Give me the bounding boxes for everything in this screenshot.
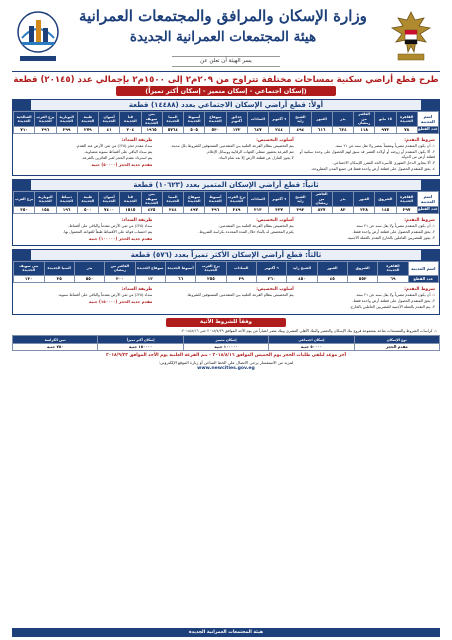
authority-title: هيئة المجتمعات العمرانية الجديدة: [129, 29, 317, 45]
deadline-note: آخر موعد لتلقي طلبات الحجز يوم الخميس الموافق ٢٠١٨/٨/١٦ - تتم القرعة العلنية يوم الأحد الموافق ٢٠١٨/٩/٢٣: [105, 353, 347, 359]
table-header-row: [14, 261, 439, 275]
headline-categories: (إسكان اجتماعي - إسكان متميز - إسكان أكثر تميزاً): [116, 86, 336, 96]
fees-row: [13, 344, 440, 351]
section-social-housing: [12, 99, 440, 176]
plot-count-cell: ٥٥٠: [74, 275, 104, 282]
city-header: القاهرة الجديدة: [378, 261, 408, 275]
fees-cell: ١٥٠٠٠٠ جنيه: [98, 344, 183, 351]
header-subtitle: يسر الهيئة أن تعلن عن: [172, 56, 280, 67]
city-header: العاشر من رمضان: [354, 112, 375, 126]
col-item: ١- أن يكون المتقدم مصرياً ولا يقل سنه عن ٢١ سنة.: [355, 293, 435, 298]
plot-count-cell: ٢٧٩: [77, 126, 98, 133]
plot-count-cell: ٣٣٧: [269, 206, 290, 213]
col-heading: طريقة السداد:: [121, 286, 153, 292]
col-heading: شروط التقدم:: [404, 217, 435, 223]
city-header: الشيخ زايد: [290, 112, 311, 126]
col-item: سداد (٢٥٪) من ثمن الأرض مقدماً والباقي على أقساط سنوية.: [57, 293, 153, 298]
col-item: ٢- يحق للمتقدم الحصول على قطعة أرض واحدة فقط.: [352, 230, 435, 235]
section-title-bar: [13, 180, 439, 191]
city-header: ٦ أكتوبر: [256, 261, 286, 275]
city-header: العبور: [311, 112, 332, 126]
plot-count-cell: ٣١٣: [247, 206, 268, 213]
table-corner-label: اسم المدينة: [417, 112, 438, 126]
plot-count-cell: ٥٠٥: [184, 126, 205, 133]
city-header: طيبة الجديدة: [77, 112, 98, 126]
city-header: قنا الجديدة: [120, 112, 141, 126]
plot-count-cell: ٢٩٦: [35, 126, 56, 133]
city-header: المنيا الجديدة: [162, 192, 183, 206]
conditions-title: وفقاً للشروط الآتية: [166, 318, 286, 327]
col-item: ٣- ألا يتجاوز الدخل الشهري للأسرة الحد المقرر للإسكان الاجتماعي.: [332, 160, 435, 165]
section-distinguished-housing: [12, 179, 440, 245]
city-header: قنا الجديدة: [120, 192, 141, 206]
table-row: [14, 275, 439, 282]
plot-count-cell: ٢٩٩: [56, 126, 77, 133]
col-item: ١- أن يكون المتقدم مصرياً ولا يقل سنه عن ٢١ سنة.: [355, 224, 435, 229]
plot-count-cell: ٣٥٠: [14, 206, 35, 213]
city-header: طيبة الجديدة: [77, 192, 98, 206]
city-header: برج العرب الجديدة: [35, 112, 56, 126]
row-label: عدد القطع: [417, 126, 438, 132]
city-header: أسوان الجديدة: [99, 112, 120, 126]
ncua-logo-icon: [14, 8, 62, 66]
plot-count-cell: ٥٧٦٤: [162, 126, 183, 133]
details-col-payment: [17, 217, 152, 242]
plot-count-cell: ٧٨: [396, 126, 417, 133]
plot-count-cell: ٨٣: [332, 206, 353, 213]
city-header: بدر: [332, 112, 353, 126]
plot-count-cell: ٤٢٥: [141, 206, 162, 213]
details-col-payment: [17, 137, 152, 173]
city-header: ٦ أكتوبر: [269, 192, 290, 206]
plot-count-cell: ٢٤٩: [226, 206, 247, 213]
col-heading: أسلوب التخصيص:: [256, 217, 294, 223]
city-header: حدائق أكتوبر: [226, 112, 247, 126]
plot-count-cell: ٩٧٢: [375, 126, 396, 133]
deposit-note: مقدم جدية الحجز (٥٠٠٠٠) جنيه: [91, 161, 153, 167]
city-header: العاشر من رمضان: [105, 261, 135, 275]
plot-count-cell: ٦٦: [165, 275, 195, 282]
inquiry-note: لمزيد من الاستفسار يرجى الاتصال على الخط الساخن أو زيارة الموقع الإلكتروني:: [158, 360, 294, 366]
fees-cell: ١٠٠٠٠٠ جنيه: [183, 344, 268, 351]
section-details: [13, 283, 439, 314]
plot-count-cell: ٥٣٠: [205, 126, 226, 133]
city-header: السادات: [247, 112, 268, 126]
city-header: السادات: [247, 192, 268, 206]
col-item: ٢- ألا يكون المتقدم أو زوجته أو أولاده القصر قد سبق لهم الحصول على وحدة سكنية أو قطعة أرض من الدولة.: [299, 150, 435, 159]
plot-count-cell: ٣٩٢: [290, 206, 311, 213]
city-header: سوهاج الجديدة: [135, 261, 165, 275]
city-header: المنيا الجديدة: [162, 112, 183, 126]
plot-count-cell: ٥٥٣: [347, 275, 377, 282]
bottom-authority-strip: هيئة المجتمعات العمرانية الجديدة: [12, 628, 440, 637]
plot-count-cell: ٢٠٤: [120, 126, 141, 133]
col-heading: أسلوب التخصيص:: [256, 286, 294, 292]
plot-count-cell: ١٢: [135, 275, 165, 282]
col-heading: طريقة السداد:: [121, 137, 153, 143]
city-header: الشيخ زايد: [287, 261, 317, 275]
fees-header-cell: إسكان اجتماعي: [269, 336, 354, 344]
section-title: أولاً: قطع أراضي الإسكان الاجتماعي بعدد (١٤٤٨٨) قطعة: [128, 101, 324, 110]
col-item: يتم التخصيص بنظام القرعة العلنية بين المتقدمين المستوفين للشروط.: [186, 293, 294, 298]
city-header: بني سويف الجديدة: [141, 192, 162, 206]
plot-count-cell: ٣٩: [226, 275, 256, 282]
city-header: الشروق: [347, 261, 377, 275]
plot-count-cell: ٧٤٠٠: [99, 206, 120, 213]
plot-count-cell: ٢٢٨: [354, 206, 375, 213]
section-title-bar: [13, 250, 439, 261]
plot-count-cell: ٧١٠: [14, 126, 35, 133]
city-header: المنيا الجديدة: [44, 261, 74, 275]
plot-count-cell: ٦١٦: [311, 126, 332, 133]
city-header: العبور: [354, 192, 375, 206]
city-header: العبور: [317, 261, 347, 275]
section-title-bar: [13, 100, 439, 111]
fees-cell: ٧٥٠ جنيه: [13, 344, 98, 351]
row-label: عدد القطع: [408, 275, 438, 282]
col-heading: شروط التقدم:: [404, 137, 435, 143]
col-item: يتم استرداد مقدم الحجز لغير الفائزين بالقرعة.: [81, 155, 153, 160]
header: [12, 6, 440, 72]
fees-header-cell: نوع الإسكان: [354, 336, 439, 344]
plot-count-cell: ٤٥: [317, 275, 347, 282]
col-item: سداد مقدم حجز (٢٥٪) من ثمن الأرض عند التقدم.: [75, 144, 153, 149]
plot-count-cell: ٤٩٤: [290, 126, 311, 133]
col-item: يتم التخصيص بنظام القرعة العلنية بين المتقدمين.: [218, 224, 294, 229]
section-premium-housing: [12, 249, 440, 315]
fees-header-cell: ثمن الكراسة: [13, 336, 98, 344]
plot-count-cell: ٦٤٧: [247, 126, 268, 133]
table-corner-label: اسم المدينة: [417, 192, 438, 206]
city-header: بني سويف الجديدة: [141, 112, 162, 126]
city-header: الشروق: [375, 192, 396, 206]
plot-count-cell: ٣٦٠: [256, 275, 286, 282]
plot-count-cell: ٤٥٠: [287, 275, 317, 282]
plot-count-cell: ٨٢٧: [311, 206, 332, 213]
section-title: ثانياً: قطع أراضي الإسكان المتميز بعدد (١٠٦٢٣) قطعة: [133, 181, 319, 190]
details-col-allocation: [158, 286, 293, 311]
city-header: برج العرب الجديدة: [196, 261, 226, 275]
col-item: يتم سداد الباقي على أقساط سنوية متساوية.: [84, 150, 153, 155]
city-header: أسيوط الجديدة: [165, 261, 195, 275]
plot-count-cell: ٤٩٧: [184, 206, 205, 213]
fees-cell: ٥٠٠٠٠ جنيه: [269, 344, 354, 351]
row-label: عدد القطع: [417, 206, 438, 212]
plot-count-cell: ٣٤٤: [162, 206, 183, 213]
col-item: ١- أن يكون المتقدم مصرياً ومقيماً بمصر ولا تقل سنه عن ٢١ سنة.: [334, 144, 435, 149]
plots-table: [13, 111, 439, 133]
plots-table: [13, 191, 439, 213]
plot-count-cell: ٥٠٠: [77, 206, 98, 213]
col-heading: شروط التقدم:: [404, 286, 435, 292]
table-row: [14, 126, 439, 133]
fees-cell: مقدم الحجز: [354, 344, 439, 351]
deposit-note: مقدم جدية الحجز (١٥٠٠٠٠) جنيه: [89, 299, 153, 305]
conditions-text: ١- كراسات الشروط والمستندات متاحة بمجموعة فروع بنك الإسكان والتعمير والبنك الأهلي المصري وبنك مصر اعتباراً من يوم الأحد الموافق ٢٠١٨/٧/٢٩ حتى ٢٠١٨/٨/١٦.: [180, 328, 437, 333]
city-header: سوهاج الجديدة: [184, 192, 205, 206]
egypt-eagle-emblem-icon: [386, 8, 436, 66]
plot-count-cell: ١٩٦٥: [141, 126, 162, 133]
details-col-conditions: [300, 286, 435, 311]
details-col-conditions: [300, 217, 435, 242]
table-header-row: [14, 192, 439, 206]
col-item: ٤- يحق للمتقدم الحصول على قطعة أرض واحدة فقط في جميع المدن المطروحة.: [310, 166, 435, 171]
website-link[interactable]: www.newcities.gov.eg: [197, 366, 255, 372]
col-item: يتم احتساب فوائد على الأقساط طبقاً للقواعد المعمول بها.: [63, 230, 153, 235]
city-header: القاهرة الجديدة: [396, 192, 417, 206]
plot-count-cell: ٢٤٤: [269, 126, 290, 133]
col-heading: أسلوب التخصيص:: [256, 137, 294, 143]
plot-count-cell: ٦٩: [378, 275, 408, 282]
section-details: [13, 214, 439, 245]
city-header: أسيوط الجديدة: [184, 112, 205, 126]
city-header: النوبارية الجديدة: [56, 112, 77, 126]
plot-count-cell: ١٤٥: [375, 206, 396, 213]
plot-count-cell: ٢٩٧: [396, 206, 417, 213]
table-corner-label: اسم المدينة: [408, 261, 438, 275]
section-details: [13, 134, 439, 176]
details-col-allocation: [158, 137, 293, 173]
fees-header-row: [13, 336, 440, 344]
plot-count-cell: ١٩٦: [56, 206, 77, 213]
details-col-conditions: [300, 137, 435, 173]
city-header: بني سويف الجديدة: [14, 261, 45, 275]
plot-count-cell: ١٢٢: [226, 126, 247, 133]
city-header: النوبارية الجديدة: [35, 192, 56, 206]
col-item: سداد (٢٥٪) من ثمن الأرض مقدماً والباقي على أقساط.: [68, 224, 153, 229]
plot-count-cell: ٣٩٦: [205, 206, 226, 213]
plots-table: [13, 261, 439, 283]
plot-count-cell: ٣٥: [44, 275, 74, 282]
col-item: تتم القرعة بحضور ممثلي الجهات الرقابية ووسائل الإعلام.: [206, 150, 294, 155]
plot-count-cell: ٦٢٤: [332, 126, 353, 133]
ministry-title: وزارة الإسكان والمرافق والمجتمعات العمرانية: [79, 7, 367, 25]
details-col-payment: [17, 286, 152, 311]
plot-count-cell: ١١٨: [354, 126, 375, 133]
col-item: ٢- يحق للمتقدم الحصول على قطعة أرض واحدة فقط.: [352, 299, 435, 304]
city-header: الصالحية الجديدة: [14, 112, 35, 126]
city-header: دمياط الجديدة: [56, 192, 77, 206]
city-header: ٦ أكتوبر: [269, 112, 290, 126]
city-header: برج العرب: [14, 192, 35, 206]
col-item: يتم التخصيص بنظام القرعة العلنية بين المتقدمين المستوفين للشروط بكل مدينة.: [170, 144, 294, 149]
details-col-allocation: [158, 217, 293, 242]
col-heading: طريقة السداد:: [121, 217, 153, 223]
city-header: أسوان الجديدة: [99, 192, 120, 206]
fees-header-cell: إسكان أكثر تميزاً: [98, 336, 183, 344]
city-header: القاهرة الجديدة: [396, 112, 417, 126]
section-title: ثالثاً: قطع أراضي الإسكان الأكثر تميزاً بعدد (٥٧٦) قطعة: [130, 250, 322, 259]
plot-count-cell: ٤١: [99, 126, 120, 133]
fees-header-cell: إسكان متميز: [183, 336, 268, 344]
fees-table: [12, 335, 440, 351]
col-item: ٣- يتم التقدم بالعملة الأجنبية للمصريين العاملين بالخارج.: [349, 305, 435, 310]
plot-count-cell: ٣٠٠: [105, 275, 135, 282]
plot-count-cell: ١٣٠: [14, 275, 45, 282]
city-header: بدر: [332, 192, 353, 206]
city-header: السادات: [226, 261, 256, 275]
table-header-row: [14, 112, 439, 126]
plot-count-cell: ١٥١٥: [120, 206, 141, 213]
col-item: لا يجوز التنازل عن قطعة الأرض إلا بعد تمام البناء.: [218, 155, 294, 160]
col-item: يلتزم المخصص له بالبناء خلال المدة المحددة بكراسة الشروط.: [198, 230, 294, 235]
city-header: برج العرب الجديدة: [226, 192, 247, 206]
city-header: العاشر من رمضان: [311, 192, 332, 206]
table-row: [14, 206, 439, 213]
col-item: ٣- يجوز للمصريين العاملين بالخارج التقدم بالعملة الأجنبية.: [347, 236, 435, 241]
city-header: الشيخ زايد: [290, 192, 311, 206]
city-header: سوهاج الجديدة: [205, 112, 226, 126]
deposit-note: مقدم جدية الحجز (١٠٠٠٠٠) جنيه: [89, 236, 153, 242]
main-headline: طرح قطع أراضي سكنية بمساحات مختلفة تتراوح من ٢٠٩م٢ إلى ١٥٠٠م٢ بإجمالي عدد (٢٠١٤٥) قطعة: [13, 75, 439, 85]
city-header: بدر: [74, 261, 104, 275]
plot-count-cell: ١٥٨: [35, 206, 56, 213]
city-header: ١٥ مايو: [375, 112, 396, 126]
plot-count-cell: ٢٥٥: [196, 275, 226, 282]
city-header: أسيوط الجديدة: [205, 192, 226, 206]
